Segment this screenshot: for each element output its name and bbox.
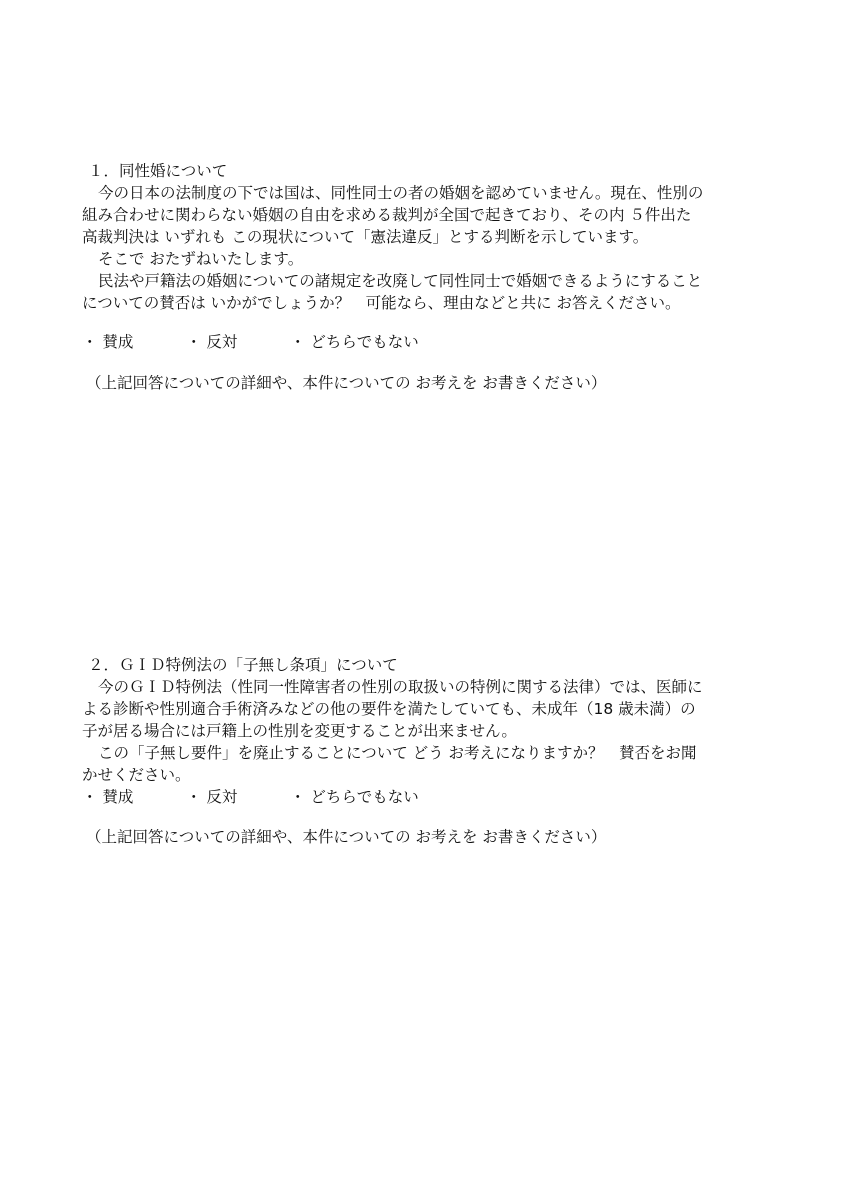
question-text-line: 民法や戸籍法の婚姻についての諸規定を改廃して同性同士で婚姻できるようにすること [98,272,703,290]
option-disagree[interactable]: ・ 反対 [186,333,238,351]
option-neither[interactable]: ・ どちらでもない [290,788,419,806]
question-title: １．同性婚について [88,162,228,180]
answer-options [82,331,772,353]
option-disagree[interactable]: ・ 反対 [186,788,238,806]
comment-prompt: （上記回答についての詳細や、本件についての お考えを お書きください） [86,828,607,846]
question-text-line: かせください。 [82,766,191,784]
question-text-line: この「子無し要件」を廃止することについて どう お考えになりますか？ 賛否をお聞 [98,744,697,762]
answer-options [82,786,772,808]
comment-prompt: （上記回答についての詳細や、本件についての お考えを お書きください） [86,374,607,392]
question-text-line: 子が居る場合には戸籍上の性別を変更することが出来ません。 [82,722,517,740]
question-text-line: よる診断や性別適合手術済みなどの他の要件を満たしていても、未成年（18 歳未満）の [82,700,696,718]
option-agree[interactable]: ・ 賛成 [82,333,134,351]
question-text-line: そこで おたずねいたします。 [98,250,304,268]
question-title: ２．ＧＩＤ特例法の「子無し条項」について [88,656,398,674]
question-gid-childless-clause [82,654,772,848]
option-neither[interactable]: ・ どちらでもない [290,333,419,351]
question-text-line: 今のＧＩＤ特例法（性同一性障害者の性別の取扱いの特例に関する法律）では、医師に [98,678,703,696]
question-text-line: 組み合わせに関わらない婚姻の自由を求める裁判が全国で起きており、その内 ５件出た [82,206,692,224]
option-agree[interactable]: ・ 賛成 [82,788,134,806]
question-text-line: 高裁判決は いずれも この現状について「憲法違反」とする判断を示しています。 [82,228,649,246]
question-text-line: についての賛否は いかがでしょうか？ 可能なら、理由などと共に お答えください。 [82,294,681,312]
question-same-sex-marriage [82,160,772,394]
question-text-line: 今の日本の法制度の下では国は、同性同士の者の婚姻を認めていません。現在、性別の [98,184,704,202]
